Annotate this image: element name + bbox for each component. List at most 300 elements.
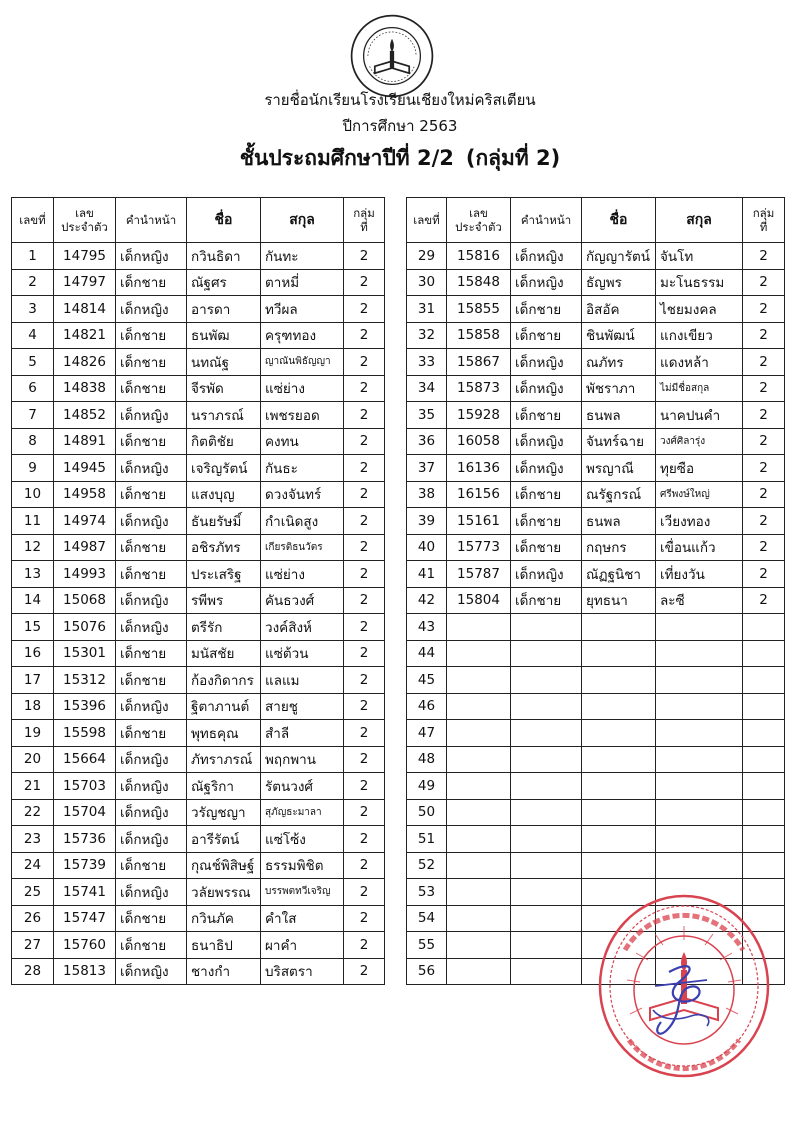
row-number: 27 bbox=[12, 932, 54, 959]
student-group bbox=[743, 614, 785, 641]
col-header-id: เลข ประจำตัว bbox=[447, 198, 511, 243]
student-group: 2 bbox=[344, 720, 385, 747]
table-row bbox=[407, 587, 785, 614]
student-surname bbox=[656, 773, 743, 800]
table-row bbox=[12, 322, 385, 349]
student-surname: เพชรยอด bbox=[261, 402, 344, 429]
table-row bbox=[12, 667, 385, 694]
table-row bbox=[407, 561, 785, 588]
row-number: 4 bbox=[12, 322, 54, 349]
student-surname: ดวงจันทร์ bbox=[261, 481, 344, 508]
row-number: 43 bbox=[407, 614, 447, 641]
student-surname: บริสตรา bbox=[261, 958, 344, 985]
student-prefix: เด็กชาย bbox=[116, 667, 187, 694]
table-row bbox=[407, 349, 785, 376]
table-row bbox=[12, 349, 385, 376]
table-row bbox=[12, 455, 385, 482]
row-number: 6 bbox=[12, 375, 54, 402]
student-surname: ผาคำ bbox=[261, 932, 344, 959]
student-id bbox=[447, 614, 511, 641]
student-id bbox=[447, 720, 511, 747]
student-id: 15928 bbox=[447, 402, 511, 429]
row-number: 30 bbox=[407, 269, 447, 296]
table-row bbox=[407, 614, 785, 641]
student-first-name: กวินภัค bbox=[187, 905, 261, 932]
row-number: 41 bbox=[407, 561, 447, 588]
student-first-name: ธนพล bbox=[582, 508, 656, 535]
table-row bbox=[407, 455, 785, 482]
student-id bbox=[447, 746, 511, 773]
table-row bbox=[12, 932, 385, 959]
table-row bbox=[12, 243, 385, 270]
student-group bbox=[743, 852, 785, 879]
student-surname bbox=[656, 693, 743, 720]
student-first-name bbox=[582, 640, 656, 667]
student-surname: แซ่ย่าง bbox=[261, 561, 344, 588]
student-surname: พฤกพาน bbox=[261, 746, 344, 773]
student-group: 2 bbox=[344, 322, 385, 349]
row-number: 56 bbox=[407, 958, 447, 985]
student-id: 15068 bbox=[54, 587, 116, 614]
student-id: 14814 bbox=[54, 296, 116, 323]
table-row bbox=[12, 508, 385, 535]
row-number: 50 bbox=[407, 799, 447, 826]
row-number: 17 bbox=[12, 667, 54, 694]
student-first-name: ธันยรัษมิ์ bbox=[187, 508, 261, 535]
student-prefix: เด็กหญิง bbox=[116, 746, 187, 773]
student-group bbox=[743, 826, 785, 853]
student-group: 2 bbox=[344, 826, 385, 853]
table-row bbox=[407, 799, 785, 826]
student-prefix: เด็กชาย bbox=[511, 481, 582, 508]
class-heading bbox=[0, 142, 800, 175]
table-row bbox=[407, 243, 785, 270]
student-prefix bbox=[511, 746, 582, 773]
row-number: 34 bbox=[407, 375, 447, 402]
student-surname: แซ่โซ้ง bbox=[261, 826, 344, 853]
table-row bbox=[12, 746, 385, 773]
student-surname: คำใส bbox=[261, 905, 344, 932]
student-group: 2 bbox=[344, 693, 385, 720]
student-group: 2 bbox=[743, 428, 785, 455]
student-surname: กันทะ bbox=[261, 243, 344, 270]
student-id: 15747 bbox=[54, 905, 116, 932]
student-group: 2 bbox=[344, 269, 385, 296]
table-row bbox=[12, 958, 385, 985]
student-prefix: เด็กหญิง bbox=[511, 375, 582, 402]
student-group bbox=[743, 773, 785, 800]
student-prefix: เด็กหญิง bbox=[116, 826, 187, 853]
student-prefix bbox=[511, 826, 582, 853]
student-id: 15816 bbox=[447, 243, 511, 270]
student-first-name: นราภรณ์ bbox=[187, 402, 261, 429]
student-prefix: เด็กหญิง bbox=[116, 693, 187, 720]
row-number: 36 bbox=[407, 428, 447, 455]
table-row bbox=[12, 720, 385, 747]
student-prefix: เด็กหญิง bbox=[116, 243, 187, 270]
student-id: 14838 bbox=[54, 375, 116, 402]
col-header-name: ชื่อ bbox=[187, 198, 261, 243]
student-id: 15873 bbox=[447, 375, 511, 402]
student-group: 2 bbox=[743, 269, 785, 296]
student-group: 2 bbox=[743, 402, 785, 429]
table-row bbox=[407, 667, 785, 694]
row-number: 8 bbox=[12, 428, 54, 455]
row-number: 46 bbox=[407, 693, 447, 720]
student-prefix: เด็กหญิง bbox=[511, 561, 582, 588]
student-id bbox=[447, 905, 511, 932]
col-header-id: เลข ประจำตัว bbox=[54, 198, 116, 243]
table-row bbox=[12, 296, 385, 323]
student-prefix: เด็กชาย bbox=[116, 269, 187, 296]
student-id: 15076 bbox=[54, 614, 116, 641]
row-number: 38 bbox=[407, 481, 447, 508]
table-row bbox=[407, 269, 785, 296]
student-id: 15855 bbox=[447, 296, 511, 323]
col-header-group: กลุ่ม ที่ bbox=[344, 198, 385, 243]
student-first-name bbox=[582, 746, 656, 773]
student-group: 2 bbox=[344, 773, 385, 800]
school-seal-stamp bbox=[595, 890, 773, 1082]
row-number: 1 bbox=[12, 243, 54, 270]
student-first-name: ตรีรัก bbox=[187, 614, 261, 641]
student-id: 15301 bbox=[54, 640, 116, 667]
student-group: 2 bbox=[344, 614, 385, 641]
row-number: 15 bbox=[12, 614, 54, 641]
student-prefix: เด็กชาย bbox=[116, 322, 187, 349]
student-id: 15813 bbox=[54, 958, 116, 985]
student-prefix bbox=[511, 905, 582, 932]
row-number: 19 bbox=[12, 720, 54, 747]
table-row bbox=[12, 481, 385, 508]
student-first-name: กิตติชัย bbox=[187, 428, 261, 455]
student-first-name: จันทร์ฉาย bbox=[582, 428, 656, 455]
student-surname: แดงหล้า bbox=[656, 349, 743, 376]
row-number: 54 bbox=[407, 905, 447, 932]
student-surname bbox=[656, 720, 743, 747]
student-prefix bbox=[511, 932, 582, 959]
student-prefix bbox=[511, 852, 582, 879]
student-id: 15739 bbox=[54, 852, 116, 879]
student-prefix bbox=[511, 640, 582, 667]
class-name: ชั้นประถมศึกษาปีที่ 2/2 bbox=[239, 146, 454, 170]
student-prefix: เด็กหญิง bbox=[116, 455, 187, 482]
table-row bbox=[12, 428, 385, 455]
table-row bbox=[12, 402, 385, 429]
student-prefix: เด็กหญิง bbox=[116, 879, 187, 906]
student-id: 15848 bbox=[447, 269, 511, 296]
student-first-name: ฐิตาภานต์ bbox=[187, 693, 261, 720]
student-prefix: เด็กหญิง bbox=[511, 455, 582, 482]
student-surname: คันธวงศ์ bbox=[261, 587, 344, 614]
student-first-name: อิสอัค bbox=[582, 296, 656, 323]
col-header-group: กลุ่ม ที่ bbox=[743, 198, 785, 243]
student-id: 15312 bbox=[54, 667, 116, 694]
student-prefix: เด็กหญิง bbox=[116, 773, 187, 800]
student-first-name bbox=[582, 799, 656, 826]
student-surname: แกงเขียว bbox=[656, 322, 743, 349]
student-prefix: เด็กชาย bbox=[116, 375, 187, 402]
col-header-prefix: คำนำหน้า bbox=[116, 198, 187, 243]
student-prefix: เด็กชาย bbox=[116, 534, 187, 561]
row-number: 20 bbox=[12, 746, 54, 773]
student-prefix bbox=[511, 799, 582, 826]
student-first-name: ณัฐศร bbox=[187, 269, 261, 296]
student-surname: แซ่ต้วน bbox=[261, 640, 344, 667]
table-row bbox=[12, 799, 385, 826]
student-first-name: ชางกำ bbox=[187, 958, 261, 985]
student-first-name: กัญญารัตน์ bbox=[582, 243, 656, 270]
student-id: 14852 bbox=[54, 402, 116, 429]
student-group: 2 bbox=[743, 561, 785, 588]
row-number: 49 bbox=[407, 773, 447, 800]
student-id: 15741 bbox=[54, 879, 116, 906]
student-prefix: เด็กหญิง bbox=[116, 587, 187, 614]
student-surname bbox=[656, 746, 743, 773]
student-surname bbox=[656, 667, 743, 694]
table-header-row bbox=[12, 198, 385, 243]
table-row bbox=[12, 905, 385, 932]
student-id bbox=[447, 667, 511, 694]
row-number: 31 bbox=[407, 296, 447, 323]
student-surname bbox=[656, 826, 743, 853]
student-first-name: ณัฐริกา bbox=[187, 773, 261, 800]
student-prefix: เด็กชาย bbox=[116, 932, 187, 959]
row-number: 52 bbox=[407, 852, 447, 879]
student-id: 16156 bbox=[447, 481, 511, 508]
student-id bbox=[447, 799, 511, 826]
student-surname: กันธะ bbox=[261, 455, 344, 482]
col-header-name: ชื่อ bbox=[582, 198, 656, 243]
row-number: 26 bbox=[12, 905, 54, 932]
student-first-name: ก้องกิดากร bbox=[187, 667, 261, 694]
student-group: 2 bbox=[743, 349, 785, 376]
student-first-name: เจริญรัตน์ bbox=[187, 455, 261, 482]
student-id: 15703 bbox=[54, 773, 116, 800]
student-id: 15760 bbox=[54, 932, 116, 959]
student-group: 2 bbox=[344, 481, 385, 508]
student-first-name: ธัญพร bbox=[582, 269, 656, 296]
row-number: 33 bbox=[407, 349, 447, 376]
student-id bbox=[447, 826, 511, 853]
student-prefix: เด็กหญิง bbox=[116, 508, 187, 535]
row-number: 25 bbox=[12, 879, 54, 906]
student-first-name: ภัทราภรณ์ bbox=[187, 746, 261, 773]
student-id: 14958 bbox=[54, 481, 116, 508]
student-id: 15787 bbox=[447, 561, 511, 588]
row-number: 9 bbox=[12, 455, 54, 482]
table-row bbox=[407, 481, 785, 508]
row-number: 18 bbox=[12, 693, 54, 720]
student-prefix: เด็กชาย bbox=[116, 852, 187, 879]
student-group: 2 bbox=[743, 508, 785, 535]
student-group: 2 bbox=[743, 481, 785, 508]
student-group bbox=[743, 746, 785, 773]
row-number: 23 bbox=[12, 826, 54, 853]
table-row bbox=[12, 614, 385, 641]
student-surname: สายชู bbox=[261, 693, 344, 720]
student-group: 2 bbox=[743, 296, 785, 323]
table-row bbox=[12, 879, 385, 906]
student-first-name: วรัญชญา bbox=[187, 799, 261, 826]
table-row bbox=[407, 746, 785, 773]
student-group: 2 bbox=[344, 799, 385, 826]
table-row bbox=[12, 587, 385, 614]
student-surname: เขื่อนแก้ว bbox=[656, 534, 743, 561]
student-group: 2 bbox=[344, 375, 385, 402]
student-group: 2 bbox=[743, 322, 785, 349]
student-surname: บรรพตทวีเจริญ bbox=[261, 879, 344, 906]
table-row bbox=[407, 720, 785, 747]
student-first-name: ณรัฐกรณ์ bbox=[582, 481, 656, 508]
student-group: 2 bbox=[743, 243, 785, 270]
student-surname: กำเนิดสูง bbox=[261, 508, 344, 535]
student-prefix: เด็กชาย bbox=[116, 720, 187, 747]
table-row bbox=[407, 826, 785, 853]
student-id: 14891 bbox=[54, 428, 116, 455]
row-number: 48 bbox=[407, 746, 447, 773]
student-group: 2 bbox=[344, 587, 385, 614]
student-prefix: เด็กชาย bbox=[116, 481, 187, 508]
student-group bbox=[743, 799, 785, 826]
student-prefix: เด็กชาย bbox=[116, 905, 187, 932]
student-id bbox=[447, 852, 511, 879]
student-prefix: เด็กชาย bbox=[511, 322, 582, 349]
student-table-right bbox=[406, 197, 785, 985]
student-first-name: ประเสริฐ bbox=[187, 561, 261, 588]
col-header-surname: สกุล bbox=[656, 198, 743, 243]
table-row bbox=[407, 640, 785, 667]
row-number: 44 bbox=[407, 640, 447, 667]
student-group bbox=[743, 693, 785, 720]
student-surname: เที่ยงวัน bbox=[656, 561, 743, 588]
row-number: 11 bbox=[12, 508, 54, 535]
student-group: 2 bbox=[344, 746, 385, 773]
row-number: 14 bbox=[12, 587, 54, 614]
student-group bbox=[743, 667, 785, 694]
row-number: 42 bbox=[407, 587, 447, 614]
student-first-name: กุณช์พิสิษฐ์ bbox=[187, 852, 261, 879]
row-number: 16 bbox=[12, 640, 54, 667]
table-row bbox=[407, 773, 785, 800]
student-prefix: เด็กชาย bbox=[511, 508, 582, 535]
student-id: 15161 bbox=[447, 508, 511, 535]
student-surname: ไชยมงคล bbox=[656, 296, 743, 323]
student-id: 15598 bbox=[54, 720, 116, 747]
table-row bbox=[12, 269, 385, 296]
table-row bbox=[407, 852, 785, 879]
student-first-name: พรญาณี bbox=[582, 455, 656, 482]
student-first-name bbox=[582, 667, 656, 694]
student-group: 2 bbox=[743, 587, 785, 614]
student-id: 15804 bbox=[447, 587, 511, 614]
student-prefix bbox=[511, 614, 582, 641]
student-surname: ครุฑทอง bbox=[261, 322, 344, 349]
document-title: รายชื่อนักเรียนโรงเรียนเชียงใหม่คริสเตียน bbox=[264, 91, 536, 109]
table-row bbox=[407, 296, 785, 323]
student-id bbox=[447, 640, 511, 667]
student-surname: ศรีพงษ์ใหญ่ bbox=[656, 481, 743, 508]
student-id: 15396 bbox=[54, 693, 116, 720]
school-emblem-icon bbox=[349, 13, 435, 99]
student-first-name: ชินพัฒน์ bbox=[582, 322, 656, 349]
student-group: 2 bbox=[743, 375, 785, 402]
student-first-name: อารดา bbox=[187, 296, 261, 323]
student-id bbox=[447, 773, 511, 800]
student-first-name: พุทธคุณ bbox=[187, 720, 261, 747]
student-prefix bbox=[511, 720, 582, 747]
student-first-name bbox=[582, 826, 656, 853]
student-id: 14993 bbox=[54, 561, 116, 588]
student-prefix: เด็กหญิง bbox=[116, 614, 187, 641]
academic-year: ปีการศึกษา 2563 bbox=[342, 117, 458, 135]
student-group: 2 bbox=[344, 905, 385, 932]
table-row bbox=[12, 534, 385, 561]
table-row bbox=[407, 375, 785, 402]
student-surname bbox=[656, 852, 743, 879]
row-number: 37 bbox=[407, 455, 447, 482]
table-row bbox=[12, 773, 385, 800]
student-table-left bbox=[11, 197, 385, 985]
student-first-name: ธนพัฒ bbox=[187, 322, 261, 349]
student-prefix: เด็กหญิง bbox=[511, 269, 582, 296]
table-header-row bbox=[407, 198, 785, 243]
table-row bbox=[12, 693, 385, 720]
student-first-name: นทณัฐ bbox=[187, 349, 261, 376]
student-surname: วงศ์ศิลารุ่ง bbox=[656, 428, 743, 455]
student-prefix: เด็กชาย bbox=[511, 296, 582, 323]
student-id bbox=[447, 932, 511, 959]
table-row bbox=[12, 375, 385, 402]
student-group: 2 bbox=[344, 932, 385, 959]
student-first-name: พัชราภา bbox=[582, 375, 656, 402]
group-label: (กลุ่มที่ 2) bbox=[465, 146, 561, 170]
student-first-name: จีรพัด bbox=[187, 375, 261, 402]
row-number: 29 bbox=[407, 243, 447, 270]
row-number: 22 bbox=[12, 799, 54, 826]
student-surname: ละซี bbox=[656, 587, 743, 614]
student-surname bbox=[656, 799, 743, 826]
student-group: 2 bbox=[344, 561, 385, 588]
student-prefix: เด็กชาย bbox=[511, 402, 582, 429]
student-prefix: เด็กชาย bbox=[511, 587, 582, 614]
student-id: 14974 bbox=[54, 508, 116, 535]
student-group: 2 bbox=[344, 667, 385, 694]
student-id: 15858 bbox=[447, 322, 511, 349]
table-row bbox=[12, 561, 385, 588]
student-prefix: เด็กชาย bbox=[511, 534, 582, 561]
student-surname: สำลี bbox=[261, 720, 344, 747]
student-id bbox=[447, 879, 511, 906]
student-surname: เกียรติธนวัตร bbox=[261, 534, 344, 561]
student-first-name: ยุทธนา bbox=[582, 587, 656, 614]
student-id: 14826 bbox=[54, 349, 116, 376]
student-group bbox=[743, 640, 785, 667]
student-prefix bbox=[511, 667, 582, 694]
student-first-name: วลัยพรรณ bbox=[187, 879, 261, 906]
student-first-name: ณภัทร bbox=[582, 349, 656, 376]
table-row bbox=[407, 428, 785, 455]
student-first-name: ธนพล bbox=[582, 402, 656, 429]
student-surname: มะโนธรรม bbox=[656, 269, 743, 296]
student-group: 2 bbox=[344, 640, 385, 667]
student-prefix bbox=[511, 879, 582, 906]
student-surname: สุภัญธะมาลา bbox=[261, 799, 344, 826]
student-surname: คงทน bbox=[261, 428, 344, 455]
student-prefix: เด็กหญิง bbox=[511, 243, 582, 270]
student-prefix: เด็กหญิง bbox=[116, 958, 187, 985]
row-number: 40 bbox=[407, 534, 447, 561]
